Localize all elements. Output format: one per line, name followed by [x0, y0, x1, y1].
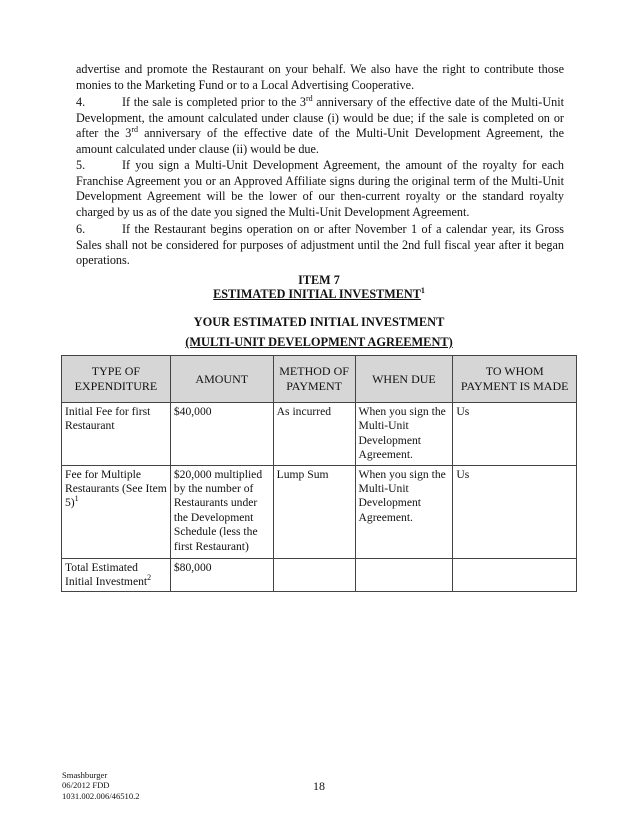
superscript: rd	[305, 93, 313, 103]
paragraph-4-number: 4.	[76, 95, 86, 109]
investment-table	[61, 355, 577, 592]
paragraph-6-text: If the Restaurant begins operation on or after November 1 of a calendar year, its Gross Sales shall not be considered for purposes of adjustment until the 2nd full fiscal year after it began operations.	[76, 222, 564, 268]
paragraph-5	[76, 158, 564, 220]
item-title-line	[0, 287, 638, 301]
item-title: ESTIMATED INITIAL INVESTMENT	[213, 287, 421, 301]
cell-type: Total Estimated Initial Investment$^2$	[62, 558, 171, 592]
table-header-row	[62, 356, 577, 403]
cell-method: As incurred	[273, 403, 355, 466]
cell-amount: $20,000 multiplied by the number of Restaurants under the Development Schedule (less the first Restaurant)	[170, 465, 273, 558]
cell-type: Fee for Multiple Restaurants (See Item 5)$^1$	[62, 465, 171, 558]
paragraph-continuation: advertise and promote the Restaurant on your behalf. We also have the right to contribute those monies to the Marketing Fund or to a Local Advertising Cooperative.	[76, 62, 564, 92]
cell-whom: Us	[453, 403, 577, 466]
paragraph-4	[76, 95, 564, 157]
cell-when: When you sign the Multi-Unit Development Agreement.	[355, 403, 453, 466]
paragraph-5-number: 5.	[76, 158, 86, 172]
paragraph-4-text-c: anniversary of the effective date of the Multi-Unit Development Agreement, the amount calculated under clause (ii) would be due.	[76, 126, 564, 156]
cell-method	[273, 558, 355, 592]
cell-whom: Us	[453, 465, 577, 558]
header-whom: TO WHOM PAYMENT IS MADE	[453, 356, 577, 403]
header-method: METHOD OF PAYMENT	[273, 356, 355, 403]
paragraph-4-text-a: If the sale is completed prior to the 3	[122, 95, 306, 109]
table-title: YOUR ESTIMATED INITIAL INVESTMENT	[193, 315, 445, 329]
footer-line-1: Smashburger	[62, 770, 108, 780]
footer-line-3: 1031.002.006/46510.2	[62, 790, 140, 801]
table-row	[62, 403, 577, 466]
cell-when: When you sign the Multi-Unit Development Agreement.	[355, 465, 453, 558]
table-subtitle: (MULTI-UNIT DEVELOPMENT AGREEMENT)	[185, 335, 453, 349]
header-when: WHEN DUE	[355, 356, 453, 403]
cell-method: Lump Sum	[273, 465, 355, 558]
cell-amount: $40,000	[170, 403, 273, 466]
paragraph-6	[76, 222, 564, 269]
table-row	[62, 465, 577, 558]
footer-line-2: 06/2012 FDD	[62, 780, 110, 791]
paragraph-6-number: 6.	[76, 222, 86, 236]
cell-whom	[453, 558, 577, 592]
page-number: 18	[313, 779, 325, 793]
superscript: rd	[131, 125, 139, 135]
paragraph-5-text: If you sign a Multi-Unit Development Agreement, the amount of the royalty for each Franchise Agreement you or an Approved Affiliate signs during the original term of the Multi-Unit Development Agreement will be the lower of our then-current royalty or the standard royalty charged by us as of the date you signed the Multi-Unit Development Agreement.	[76, 158, 564, 219]
item-number: ITEM 7	[298, 273, 340, 287]
superscript: 1	[420, 285, 425, 295]
header-amount: AMOUNT	[170, 356, 273, 403]
paragraph-4-text-b: anniversary of the effective date of the Multi-Unit Development, the amount calculated under clause (i) would be due; if the sale is completed on or after the 3	[76, 95, 564, 141]
cell-type: Initial Fee for first Restaurant	[62, 403, 171, 466]
cell-amount: $80,000	[170, 558, 273, 592]
header-type: TYPE OF EXPENDITURE	[62, 356, 171, 403]
cell-when	[355, 558, 453, 592]
table-row	[62, 558, 577, 592]
